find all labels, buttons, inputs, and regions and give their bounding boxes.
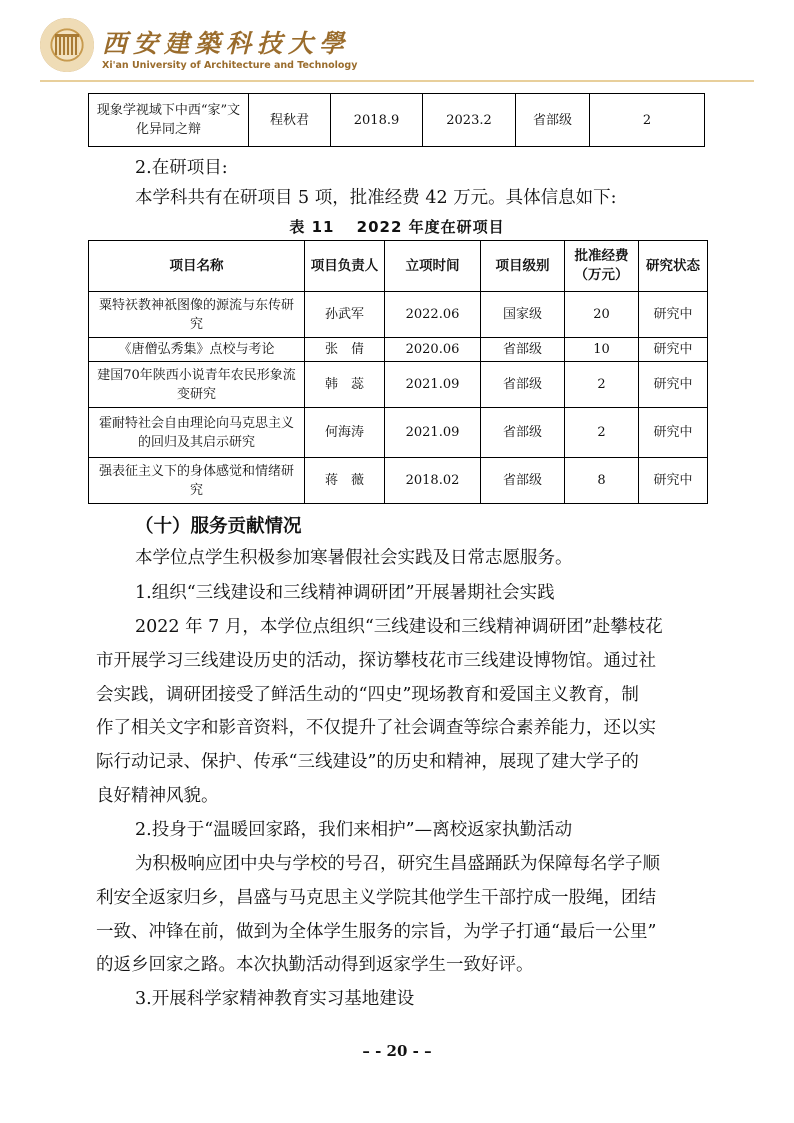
- table-row: [89, 94, 705, 147]
- paragraph-line: 会实践，调研团接受了鲜活生动的“四史”现场教育和爱国主义教育，制: [96, 685, 639, 705]
- table-cell: 粟特祆教神祇图像的源流与东传研究: [89, 292, 305, 338]
- column-header: 项目负责人: [305, 241, 385, 292]
- table-cell: 强表征主义下的身体感觉和情绪研究: [89, 458, 305, 504]
- paragraph-line: 的返乡回家之路。本次执勤活动得到返家学生一致好评。: [96, 955, 534, 975]
- table-cell: 2021.09: [385, 408, 481, 458]
- table-cell: 研究中: [639, 408, 708, 458]
- paragraph-line: 良好精神风貌。: [96, 786, 219, 806]
- column-header: 批准经费（万元）: [565, 241, 639, 292]
- table-cell: 国家级: [481, 292, 565, 338]
- table-cell: 2: [590, 94, 705, 147]
- table-cell: 霍耐特社会自由理论向马克思主义的回归及其启示研究: [89, 408, 305, 458]
- column-header: 立项时间: [385, 241, 481, 292]
- table-header-row: [89, 241, 708, 292]
- table-cell: 省部级: [516, 94, 590, 147]
- paragraph-ongoing: 本学科共有在研项目 5 项，批准经费 42 万元。具体信息如下:: [135, 188, 617, 208]
- table-cell: 省部级: [481, 338, 565, 362]
- subheading-ongoing: 2.在研项目:: [135, 158, 228, 178]
- paragraph-line: 2022 年 7 月，本学位点组织“三线建设和三线精神调研团”赴攀枝花: [135, 617, 663, 637]
- table-cell: 韩 蕊: [305, 362, 385, 408]
- column-header: 研究状态: [639, 241, 708, 292]
- ongoing-projects-table: [88, 240, 708, 504]
- table-cell: 孙武军: [305, 292, 385, 338]
- table-cell: 2018.02: [385, 458, 481, 504]
- paragraph-line: 2.投身于“温暖回家路，我们来相护”—离校返家执勤活动: [135, 820, 573, 840]
- table-row: [89, 292, 708, 338]
- header-divider: [40, 80, 754, 82]
- table-cell: 2021.09: [385, 362, 481, 408]
- previous-projects-table: [88, 93, 705, 147]
- section-title: （十）服务贡献情况: [135, 516, 302, 537]
- table-cell: 省部级: [481, 408, 565, 458]
- column-header: 项目名称: [89, 241, 305, 292]
- table-cell: 《唐僧弘秀集》点校与考论: [89, 338, 305, 362]
- paragraph-line: 3.开展科学家精神教育实习基地建设: [135, 989, 415, 1009]
- table-cell: 省部级: [481, 458, 565, 504]
- table-row: [89, 362, 708, 408]
- table-cell: 10: [565, 338, 639, 362]
- university-name-cn: 西安建築科技大學: [102, 29, 351, 58]
- table-cell: 2023.2: [423, 94, 516, 147]
- paragraph-line: 利安全返家归乡，昌盛与马克思主义学院其他学生干部拧成一股绳，团结: [96, 888, 656, 908]
- table-cell: 2018.9: [331, 94, 423, 147]
- table-cell: 2: [565, 362, 639, 408]
- table-row: [89, 458, 708, 504]
- table-cell: 研究中: [639, 292, 708, 338]
- paragraph-line: 1.组织“三线建设和三线精神调研团”开展暑期社会实践: [135, 583, 555, 603]
- table-cell: 蒋 薇: [305, 458, 385, 504]
- table-row: [89, 338, 708, 362]
- table-cell: 研究中: [639, 362, 708, 408]
- table-cell: 建国70年陕西小说青年农民形象流变研究: [89, 362, 305, 408]
- column-header: 项目级别: [481, 241, 565, 292]
- table-cell: 程秋君: [249, 94, 331, 147]
- paragraph-line: 市开展学习三线建设历史的活动，探访攀枝花市三线建设博物馆。通过社: [96, 651, 656, 671]
- paragraph-line: 为积极响应团中央与学校的号召，研究生昌盛踊跃为保障每名学子顺: [135, 854, 660, 874]
- table-row: [89, 408, 708, 458]
- paragraph-line: 作了相关文字和影音资料，不仅提升了社会调查等综合素养能力，还以实: [96, 718, 656, 738]
- table-caption: 表 11 2022 年度在研项目: [289, 218, 505, 236]
- university-name-en: Xi'an University of Architecture and Technology: [102, 60, 358, 71]
- table-cell: 2022.06: [385, 292, 481, 338]
- university-seal-icon: [40, 18, 94, 72]
- table-cell: 2: [565, 408, 639, 458]
- table-cell: 现象学视域下中西“家”文化异同之辩: [89, 94, 249, 147]
- table-cell: 张 倩: [305, 338, 385, 362]
- table-cell: 2020.06: [385, 338, 481, 362]
- table-cell: 20: [565, 292, 639, 338]
- paragraph-line: 际行动记录、保护、传承“三线建设”的历史和精神，展现了建大学子的: [96, 752, 639, 772]
- table-cell: 8: [565, 458, 639, 504]
- paragraph-line: 本学位点学生积极参加寒暑假社会实践及日常志愿服务。: [135, 548, 573, 568]
- table-cell: 研究中: [639, 458, 708, 504]
- table-cell: 省部级: [481, 362, 565, 408]
- table-cell: 何海涛: [305, 408, 385, 458]
- table-cell: 研究中: [639, 338, 708, 362]
- page-header: [40, 18, 440, 78]
- page-number: – - 20 - –: [362, 1042, 432, 1060]
- paragraph-line: 一致、冲锋在前，做到为全体学生服务的宗旨，为学子打通“最后一公里”: [96, 922, 657, 942]
